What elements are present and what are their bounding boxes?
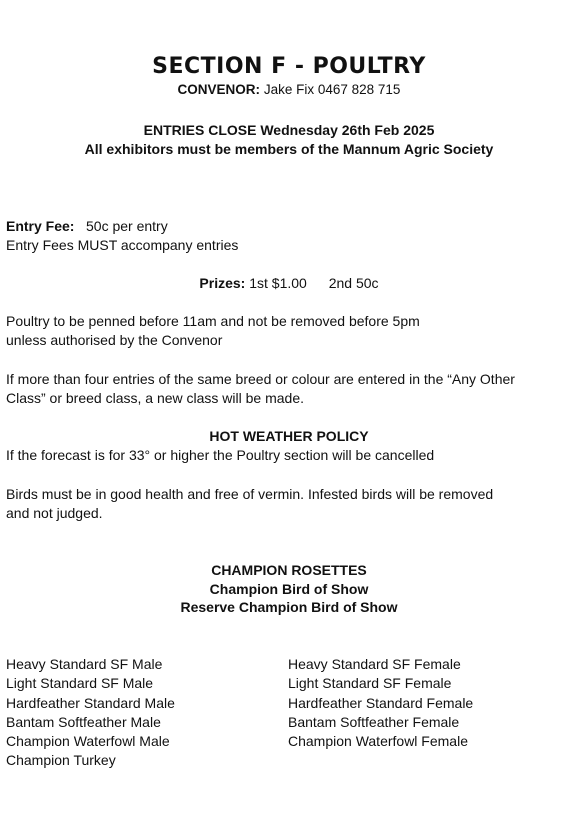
class-item: Light Standard SF Male bbox=[6, 675, 154, 692]
convenor-label: CONVENOR: bbox=[177, 82, 261, 97]
penning-rule-line-2: unless authorised by the Convenor bbox=[6, 332, 223, 348]
classes-female-column bbox=[288, 655, 473, 751]
class-item: Champion Waterfowl Female bbox=[288, 733, 468, 750]
section-title: SECTION F - POULTRY bbox=[152, 54, 426, 79]
health-rule-line-2: and not judged. bbox=[6, 505, 103, 521]
membership-notice: All exhibitors must be members of the Mannum Agric Society bbox=[84, 141, 494, 157]
entry-fee-line bbox=[6, 217, 168, 236]
health-rule-line-1: Birds must be in good health and free of vermin. Infested birds will be removed bbox=[6, 486, 494, 502]
hot-weather-title: HOT WEATHER POLICY bbox=[209, 428, 369, 444]
class-rule-line-2: Class” or breed class, a new class will be made. bbox=[6, 390, 305, 406]
class-item: Light Standard SF Female bbox=[288, 675, 452, 692]
class-item: Hardfeather Standard Female bbox=[288, 694, 474, 711]
entry-fee-value: 50c per entry bbox=[86, 218, 168, 234]
rosette-item: Champion Bird of Show bbox=[209, 581, 369, 597]
entries-close-notice: ENTRIES CLOSE Wednesday 26th Feb 2025 bbox=[143, 122, 435, 138]
class-item: Bantam Softfeather Female bbox=[288, 713, 460, 730]
class-item: Champion Turkey bbox=[6, 752, 116, 769]
class-item: Hardfeather Standard Male bbox=[6, 694, 175, 711]
entry-fee-note: Entry Fees MUST accompany entries bbox=[6, 237, 239, 253]
penning-rule-line-1: Poultry to be penned before 11am and not be removed before 5pm bbox=[6, 313, 420, 329]
hot-weather-text: If the forecast is for 33° or higher the Poultry section will be cancelled bbox=[6, 447, 435, 463]
rosette-item: Reserve Champion Bird of Show bbox=[180, 599, 398, 615]
rosettes-title: CHAMPION ROSETTES bbox=[211, 562, 367, 578]
class-item: Bantam Softfeather Male bbox=[6, 713, 161, 730]
class-rule-line-1: If more than four entries of the same breed or colour are entered in the “Any Other bbox=[6, 371, 515, 387]
convenor-value: Jake Fix 0467 828 715 bbox=[263, 82, 401, 97]
prizes-line bbox=[0, 274, 578, 293]
convenor-line bbox=[0, 82, 578, 97]
prize-first: 1st $1.00 bbox=[249, 275, 307, 291]
class-item: Champion Waterfowl Male bbox=[6, 733, 170, 750]
prize-second: 2nd 50c bbox=[328, 275, 379, 291]
prizes-label: Prizes: bbox=[199, 275, 246, 291]
entry-fee-label: Entry Fee: bbox=[6, 218, 75, 234]
class-item: Heavy Standard SF Male bbox=[6, 656, 163, 672]
classes-male-column bbox=[6, 655, 175, 771]
class-item: Heavy Standard SF Female bbox=[288, 656, 461, 672]
